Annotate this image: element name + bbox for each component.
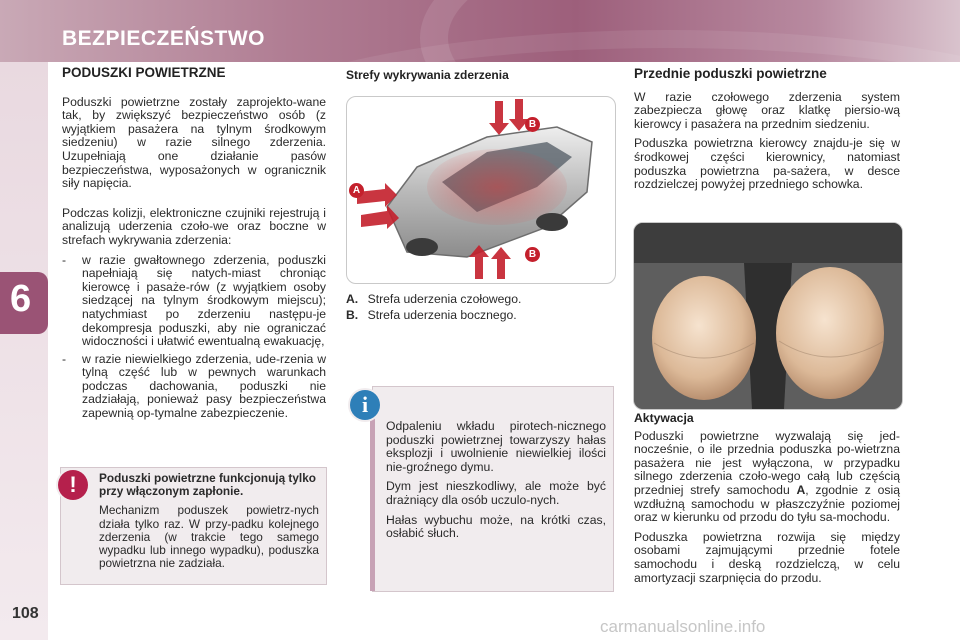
warning-text: Mechanizm poduszek powietrz-nych działa tylko raz. W przy-padku kolejnego zderzenia (w trakcie tego samego wypadku lub innego wypadku), poduszka powietrzna nie zadziała. bbox=[99, 503, 319, 571]
warning-icon: ! bbox=[58, 470, 88, 500]
legend-key: B. bbox=[346, 307, 359, 322]
info-paragraph: Dym jest nieszkodliwy, ale może być drażniący dla osób uczulo-nych. bbox=[386, 479, 606, 507]
activation-heading: Aktywacja bbox=[634, 411, 694, 425]
intro-paragraph: Poduszki powietrzne zostały zaprojekto-wane tak, by zwiększyć bezpieczeństwo osób (z wyjątkiem pasażera na tylnym środkowym siedzeniu) w razie silnego zderzenia. Uzupełniają one działanie pasów bezpieczeństwa, wyposażonych w ogranicznik siły napięcia. bbox=[62, 94, 326, 191]
info-paragraph: Hałas wybuchu może, na krótki czas, osłabić słuch. bbox=[386, 512, 606, 541]
watermark: carmanualsonline.info bbox=[600, 617, 766, 636]
zone-a-reference: A bbox=[796, 482, 806, 497]
zone-b-badge-bottom: B bbox=[525, 247, 540, 262]
activation-text-before: Poduszki powietrzne wyzwalają się jed-nocześnie, o ile przednia poduszka po-wietrzna pasażera nie jest wyłączona, w przypadku silnego zderzenia czoło-wego całą lub częścią przedniej strefy samochodu bbox=[634, 428, 900, 497]
left-column bbox=[62, 66, 326, 425]
side-bar bbox=[0, 62, 48, 640]
airbag-photo bbox=[633, 222, 903, 410]
list-item bbox=[62, 254, 326, 349]
list-item bbox=[62, 353, 326, 421]
paragraph: Poduszka powietrzna kierowcy znajdu-je się w środkowej części kierownicy, natomiast poduszka powietrzna pa-sażera, w desce rozdzielczej powyżej przedniego schowka. bbox=[634, 136, 900, 192]
bullet-dash: - bbox=[62, 252, 67, 267]
legend-text: Strefa uderzenia bocznego. bbox=[367, 307, 517, 322]
collision-paragraph: Podczas kolizji, elektroniczne czujniki rejestrują i analizują uderzenia czoło-we oraz boczne w strefach wykrywania zderzenia: bbox=[62, 205, 326, 247]
figure-legend bbox=[346, 292, 614, 323]
list-item-text: w razie niewielkiego zderzenia, ude-rzenia w tylną część lub w pewnych warunkach podczas dachowania, poduszki nie zadziałają, ponieważ pasy bezpieczeństwa zapewnią op-tymalne zabezpieczenie. bbox=[82, 351, 326, 421]
legend-text: Strefa uderzenia czołowego. bbox=[367, 292, 522, 306]
info-accent-bar bbox=[370, 405, 375, 591]
info-paragraph: Odpaleniu wkładu pirotech-nicznego poduszki powietrznej towarzyszy hałas eksplozji i uwolnienie niewielkiej ilości nie-groźnego dymu. bbox=[386, 419, 606, 474]
info-icon: i bbox=[350, 390, 380, 420]
car-diagram bbox=[346, 96, 616, 284]
right-column-top bbox=[634, 67, 900, 198]
zone-a-badge: A bbox=[349, 183, 364, 198]
figure-heading: Strefy wykrywania zderzenia bbox=[346, 68, 509, 82]
legend-key: A. bbox=[346, 292, 359, 306]
legend-item bbox=[346, 308, 614, 324]
zone-b-badge-top: B bbox=[525, 117, 540, 132]
activation-text-after: , zgodnie z osią wzdłużną samochodu w płaszczyźnie poziomej oraz w kierunku od przodu do tyłu sa-mochodu. bbox=[634, 482, 900, 525]
car-illustration bbox=[347, 97, 615, 283]
bullet-dash: - bbox=[62, 351, 67, 366]
info-content bbox=[386, 420, 606, 547]
chapter-number: 6 bbox=[10, 278, 32, 320]
activation-paragraph bbox=[634, 430, 900, 525]
section-heading: PODUSZKI POWIETRZNE bbox=[62, 65, 226, 80]
page-number: 108 bbox=[12, 605, 39, 622]
paragraph: W razie czołowego zderzenia system zabezpiecza głowę oraz klatkę piersio-wą kierowcy i pasażera na przednim siedzeniu. bbox=[634, 89, 900, 131]
airbag-illustration bbox=[634, 223, 902, 409]
legend-item bbox=[346, 292, 614, 308]
warning-content bbox=[99, 472, 319, 576]
page-title: BEZPIECZEŃSTWO bbox=[62, 27, 266, 50]
list-item-text: w razie gwałtownego zderzenia, poduszki napełniają się natych-miast chroniąc kierowcę i pasaże-rów (z wyjątkiem osoby siedzącej na tylnym środkowym miejscu); natychmiast po zderzeniu następu-je dekompresja poduszki, aby nie ograniczać widoczności i ułatwić ewentualną ewakuację, bbox=[82, 252, 326, 349]
right-column-bottom bbox=[634, 412, 900, 591]
activation-paragraph-2: Poduszka powietrzna rozwija się między osobami zajmującymi przednie fotele samochodu i deską rozdzielczą, w celu amortyzacji szarpnięcia do przodu. bbox=[634, 529, 900, 585]
warning-title: Poduszki powietrzne funkcjonują tylko przy włączonym zapłonie. bbox=[99, 471, 316, 499]
section-heading: Przednie poduszki powietrzne bbox=[634, 66, 827, 81]
